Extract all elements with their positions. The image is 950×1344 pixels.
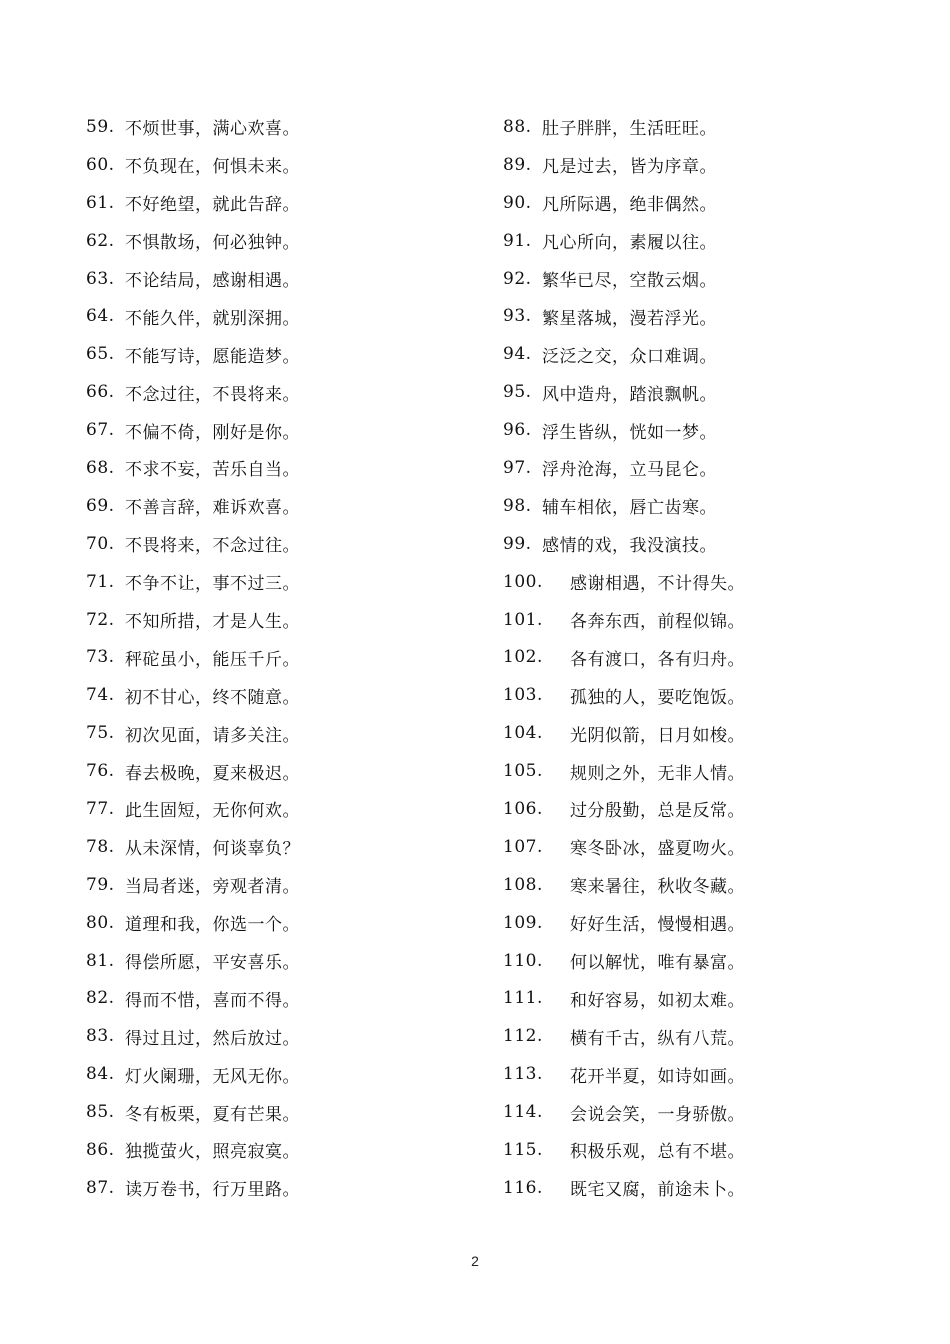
item-number: 100. [503, 571, 543, 592]
item-text: 会说会笑，一身骄傲。 [570, 1104, 745, 1125]
list-item [503, 1055, 923, 1093]
item-text: 花开半夏，如诗如画。 [570, 1066, 745, 1087]
list-item [86, 1093, 466, 1131]
item-number: 82. [86, 988, 115, 1009]
item-text: 过分殷勤，总是反常。 [570, 801, 745, 822]
list-item [503, 676, 923, 714]
item-text: 各奔东西，前程似锦。 [570, 612, 745, 633]
list-item [503, 335, 923, 373]
list-item [86, 108, 466, 146]
item-text: 不烦世事，满心欢喜。 [125, 119, 300, 140]
list-item [503, 487, 923, 525]
item-text: 得而不惜，喜而不得。 [125, 990, 300, 1011]
list-item [503, 1017, 923, 1055]
item-number: 102. [503, 647, 543, 668]
item-number: 70. [86, 533, 115, 554]
item-text: 既宅又腐，前途未卜。 [570, 1180, 745, 1201]
list-item [86, 1131, 466, 1169]
item-number: 93. [503, 306, 532, 327]
item-number: 83. [86, 1026, 115, 1047]
item-text: 秤砣虽小，能压千斤。 [125, 649, 300, 670]
item-text: 初不甘心，终不随意。 [125, 687, 300, 708]
list-item [503, 828, 923, 866]
list-item [86, 260, 466, 298]
item-number: 99. [503, 533, 532, 554]
item-number: 111. [503, 988, 543, 1009]
item-number: 71. [86, 571, 115, 592]
item-text: 初次见面，请多关注。 [125, 725, 300, 746]
item-number: 62. [86, 230, 115, 251]
item-number: 61. [86, 192, 115, 213]
item-text: 不能写诗，愿能造梦。 [125, 346, 300, 367]
item-number: 63. [86, 268, 115, 289]
list-item [503, 904, 923, 942]
item-text: 春去极晚，夏来极迟。 [125, 763, 300, 784]
item-number: 112. [503, 1026, 543, 1047]
list-item [86, 904, 466, 942]
list-item [503, 714, 923, 752]
item-number: 78. [86, 836, 115, 857]
item-number: 64. [86, 306, 115, 327]
item-number: 107. [503, 836, 543, 857]
item-text: 辅车相依，唇亡齿寒。 [542, 498, 717, 519]
list-item [86, 1055, 466, 1093]
list-item [86, 373, 466, 411]
list-item [503, 1093, 923, 1131]
item-number: 60. [86, 154, 115, 175]
item-text: 凡所际遇，绝非偶然。 [542, 195, 717, 216]
item-text: 凡心所向，素履以往。 [542, 233, 717, 254]
list-item [86, 790, 466, 828]
item-text: 何以解忧，唯有暴富。 [570, 953, 745, 974]
list-item [86, 563, 466, 601]
item-text: 道理和我，你选一个。 [125, 915, 300, 936]
item-text: 感谢相遇，不计得失。 [570, 574, 745, 595]
item-number: 109. [503, 912, 543, 933]
item-number: 66. [86, 382, 115, 403]
item-text: 独揽萤火，照亮寂寞。 [125, 1142, 300, 1163]
item-number: 116. [503, 1177, 543, 1198]
item-number: 68. [86, 457, 115, 478]
item-number: 110. [503, 950, 543, 971]
item-text: 繁星落城，漫若浮光。 [542, 308, 717, 329]
item-text: 光阴似箭，日月如梭。 [570, 725, 745, 746]
item-text: 得偿所愿，平安喜乐。 [125, 953, 300, 974]
list-item [503, 449, 923, 487]
item-number: 75. [86, 723, 115, 744]
item-text: 从未深情，何谈辜负？ [125, 839, 300, 860]
item-number: 69. [86, 495, 115, 516]
item-text: 肚子胖胖，生活旺旺。 [542, 119, 717, 140]
item-number: 114. [503, 1102, 543, 1123]
list-item [503, 752, 923, 790]
list-item [503, 638, 923, 676]
list-item [86, 297, 466, 335]
item-text: 好好生活，慢慢相遇。 [570, 915, 745, 936]
item-text: 风中造舟，踏浪飘帆。 [542, 384, 717, 405]
list-item [503, 866, 923, 904]
item-number: 92. [503, 268, 532, 289]
item-number: 72. [86, 609, 115, 630]
left-column [86, 108, 466, 1207]
item-number: 104. [503, 723, 543, 744]
item-text: 不负现在，何惧未来。 [125, 157, 300, 178]
item-number: 74. [86, 685, 115, 706]
item-text: 不知所措，才是人生。 [125, 612, 300, 633]
item-number: 115. [503, 1139, 543, 1160]
item-text: 得过且过，然后放过。 [125, 1028, 300, 1049]
list-item [503, 601, 923, 639]
item-text: 积极乐观，总有不堪。 [570, 1142, 745, 1163]
item-text: 规则之外，无非人情。 [570, 763, 745, 784]
item-number: 95. [503, 382, 532, 403]
list-item [86, 184, 466, 222]
item-number: 89. [503, 154, 532, 175]
list-item [503, 222, 923, 260]
item-text: 此生固短，无你何欢。 [125, 801, 300, 822]
item-number: 81. [86, 950, 115, 971]
item-number: 113. [503, 1064, 543, 1085]
item-number: 59. [86, 116, 115, 137]
item-text: 繁华已尽，空散云烟。 [542, 271, 717, 291]
item-text: 不求不妄，苦乐自当。 [125, 460, 300, 481]
item-number: 97. [503, 457, 532, 478]
list-item [86, 828, 466, 866]
item-number: 91. [503, 230, 532, 251]
item-number: 106. [503, 798, 543, 819]
item-text: 不善言辞，难诉欢喜。 [125, 498, 300, 519]
item-text: 不争不让，事不过三。 [125, 574, 300, 595]
item-text: 不畏将来，不念过往。 [125, 536, 300, 557]
item-number: 108. [503, 874, 543, 895]
item-number: 94. [503, 344, 532, 365]
item-text: 灯火阑珊，无风无你。 [125, 1066, 300, 1087]
item-number: 90. [503, 192, 532, 213]
item-text: 凡是过去，皆为序章。 [542, 157, 717, 178]
item-text: 寒来暑往，秋收冬藏。 [570, 877, 745, 898]
list-item [503, 260, 923, 298]
list-item [503, 790, 923, 828]
list-item [86, 222, 466, 260]
list-item [503, 411, 923, 449]
right-column [503, 108, 923, 1207]
item-number: 77. [86, 798, 115, 819]
item-text: 浮舟沧海，立马昆仑。 [542, 460, 717, 481]
list-item [86, 1169, 466, 1207]
item-number: 87. [86, 1177, 115, 1198]
item-number: 88. [503, 116, 532, 137]
list-item [86, 752, 466, 790]
list-item [503, 1131, 923, 1169]
list-item [86, 525, 466, 563]
item-number: 76. [86, 761, 115, 782]
item-text: 浮生皆纵，恍如一梦。 [542, 422, 717, 443]
list-item [86, 1017, 466, 1055]
item-text: 横有千古，纵有八荒。 [570, 1028, 745, 1049]
list-item [503, 1169, 923, 1207]
list-item [86, 638, 466, 676]
item-number: 79. [86, 874, 115, 895]
item-text: 感情的戏，我没演技。 [542, 536, 717, 557]
item-text: 孤独的人，要吃饱饭。 [570, 687, 745, 708]
item-number: 73. [86, 647, 115, 668]
list-item [503, 184, 923, 222]
item-text: 不偏不倚，刚好是你。 [125, 422, 300, 443]
list-item [503, 108, 923, 146]
item-text: 寒冬卧冰，盛夏吻火。 [570, 839, 745, 860]
item-text: 不念过往，不畏将来。 [125, 384, 300, 405]
item-text: 不论结局，感谢相遇。 [125, 271, 300, 291]
item-text: 和好容易，如初太难。 [570, 990, 745, 1011]
list-item [86, 601, 466, 639]
list-item [503, 146, 923, 184]
list-item [503, 525, 923, 563]
item-text: 读万卷书，行万里路。 [125, 1180, 300, 1201]
item-text: 当局者迷，旁观者清。 [125, 877, 300, 898]
list-item [503, 942, 923, 980]
item-number: 85. [86, 1102, 115, 1123]
item-text: 各有渡口，各有归舟。 [570, 649, 745, 670]
list-item [86, 714, 466, 752]
item-number: 98. [503, 495, 532, 516]
item-text: 不好绝望，就此告辞。 [125, 195, 300, 216]
list-item [86, 942, 466, 980]
item-number: 103. [503, 685, 543, 706]
list-item [86, 487, 466, 525]
page-number: 2 [471, 1253, 479, 1269]
item-text: 冬有板栗，夏有芒果。 [125, 1104, 300, 1125]
item-number: 96. [503, 420, 532, 441]
list-item [86, 411, 466, 449]
item-number: 105. [503, 761, 543, 782]
item-number: 67. [86, 420, 115, 441]
item-text: 泛泛之交，众口难调。 [542, 346, 717, 367]
item-text: 不能久伴，就别深拥。 [125, 308, 300, 329]
list-item [86, 676, 466, 714]
item-number: 86. [86, 1139, 115, 1160]
item-number: 65. [86, 344, 115, 365]
item-number: 84. [86, 1064, 115, 1085]
list-item [86, 146, 466, 184]
list-item [86, 335, 466, 373]
list-item [503, 979, 923, 1017]
item-number: 80. [86, 912, 115, 933]
item-number: 101. [503, 609, 543, 630]
list-item [503, 563, 923, 601]
item-text: 不惧散场，何必独钟。 [125, 233, 300, 254]
list-item [86, 866, 466, 904]
list-item [503, 297, 923, 335]
list-item [86, 979, 466, 1017]
list-item [86, 449, 466, 487]
list-item [503, 373, 923, 411]
